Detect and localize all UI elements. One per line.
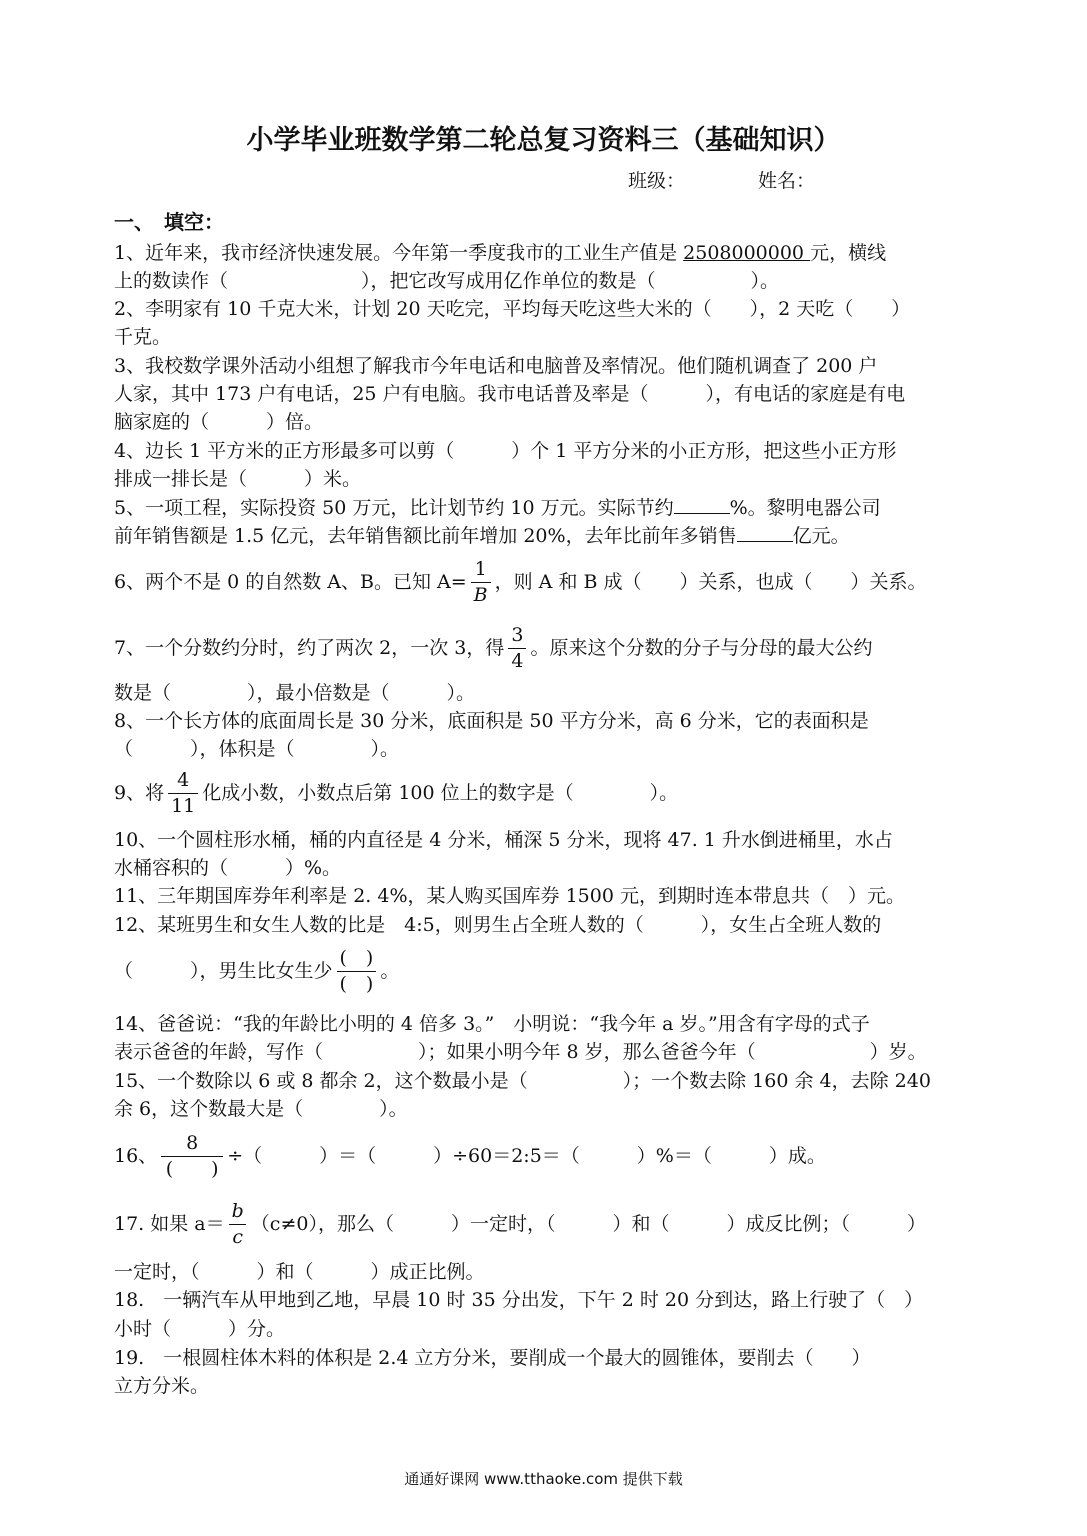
q16-text-b: ÷（ ）＝（ ）÷60＝2:5＝（ ）%＝（ ）成。 bbox=[227, 1145, 826, 1167]
q16-fraction bbox=[161, 1131, 223, 1180]
q7-text-a: 7、一个分数约分时，约了两次 2，一次 3，得 bbox=[114, 637, 505, 659]
question-2-line-2: 千克。 bbox=[114, 326, 172, 348]
q7-numerator: 3 bbox=[511, 623, 524, 646]
q9-text-b: 化成小数，小数点后第 100 位上的数字是（ ）。 bbox=[202, 782, 679, 804]
question-14-line-1: 14、爸爸说：“我的年龄比小明的 4 倍多 3。” 小明说：“我今年 a 岁。”用含有字母的式子 bbox=[114, 1013, 870, 1035]
question-12-line-2 bbox=[114, 942, 399, 1000]
q12-numerator: ( ) bbox=[339, 946, 374, 969]
section-heading: 一、 填空： bbox=[114, 210, 224, 234]
question-16 bbox=[114, 1126, 826, 1186]
q17-text-a: 17. 如果 a＝ bbox=[114, 1213, 225, 1235]
q9-text-a: 9、将 bbox=[114, 782, 165, 804]
q17-denominator: c bbox=[229, 1224, 246, 1247]
question-4-line-1: 4、边长 1 平方米的正方形最多可以剪（ ）个 1 平方分米的小正方形，把这些小正方形 bbox=[114, 440, 897, 462]
question-10-line-1: 10、一个圆柱形水桶，桶的内直径是 4 分米，桶深 5 分米，现将 47. 1 升水倒进桶里，水占 bbox=[114, 829, 893, 851]
q16-numerator: 8 bbox=[186, 1131, 199, 1154]
question-19-line-2: 立方分米。 bbox=[114, 1375, 210, 1397]
q17-numerator: b bbox=[231, 1199, 244, 1222]
q6-text-b: ，则 A 和 B 成（ ）关系，也成（ ）关系。 bbox=[494, 571, 927, 593]
question-1-line-2: 上的数读作（ ），把它改写成用亿作单位的数是（ ）。 bbox=[114, 270, 780, 292]
q5-answer-blank-1 bbox=[674, 495, 730, 514]
question-12-line-1: 12、某班男生和女生人数的比是 4:5，则男生占全班人数的（ ），女生占全班人数的 bbox=[114, 914, 882, 936]
q16-text-a: 16、 bbox=[114, 1145, 158, 1167]
q12-text-a: （ ），男生比女生少 bbox=[114, 960, 333, 982]
q1-underlined-number: 2508000000 bbox=[683, 242, 811, 264]
q5-text-c: 前年销售额是 1.5 亿元，去年销售额比前年增加 20%，去年比前年多销售 bbox=[114, 525, 737, 547]
q5-text-b: %。黎明电器公司 bbox=[729, 497, 881, 519]
q7-fraction bbox=[508, 623, 526, 672]
q9-denominator: 11 bbox=[168, 793, 198, 816]
q7-text-b: 。原来这个分数的分子与分母的最大公约 bbox=[530, 637, 873, 659]
q6-numerator: 1 bbox=[474, 557, 487, 580]
q5-text-a: 5、一项工程，实际投资 50 万元，比计划节约 10 万元。实际节约 bbox=[114, 497, 674, 519]
question-11: 11、三年期国库券年利率是 2. 4%，某人购买国库券 1500 元，到期时连本带息共（ ）元。 bbox=[114, 885, 905, 907]
q16-denominator: ( ) bbox=[161, 1156, 223, 1179]
question-9 bbox=[114, 767, 678, 819]
question-15-line-2: 余 6，这个数最大是（ ）。 bbox=[114, 1098, 408, 1120]
question-14-line-2: 表示爸爸的年龄，写作（ ）；如果小明今年 8 岁，那么爸爸今年（ ）岁。 bbox=[114, 1041, 927, 1063]
q12-text-b: 。 bbox=[380, 960, 400, 982]
q12-fraction bbox=[337, 946, 377, 995]
question-7-line-1 bbox=[114, 620, 872, 676]
q1-text-b: 元，横线 bbox=[810, 242, 887, 264]
question-19-line-1: 19. 一根圆柱体木料的体积是 2.4 立方分米，要削成一个最大的圆锥体，要削去（ ） bbox=[114, 1347, 871, 1369]
q6-text-a: 6、两个不是 0 的自然数 A、B。已知 A= bbox=[114, 571, 467, 593]
question-15-line-1: 15、一个数除以 6 或 8 都余 2，这个数最小是（ ）；一个数去除 160 余 4，去除 240 bbox=[114, 1070, 931, 1092]
footer-source: 通通好课网 www.tthaoke.com 提供下载 bbox=[404, 1470, 683, 1488]
q1-text-a: 1、近年来，我市经济快速发展。今年第一季度我市的工业生产值是 bbox=[114, 242, 684, 264]
page-title: 小学毕业班数学第二轮总复习资料三（基础知识） bbox=[246, 125, 841, 156]
question-5-line-1 bbox=[114, 494, 881, 522]
question-5-line-2 bbox=[114, 522, 850, 550]
q7-denominator: 4 bbox=[508, 648, 526, 671]
question-4-line-2: 排成一排长是（ ）米。 bbox=[114, 468, 362, 490]
question-10-line-2: 水桶容积的（ ）%。 bbox=[114, 857, 342, 879]
question-8-line-1: 8、一个长方体的底面周长是 30 分米，底面积是 50 平方分米，高 6 分米，它的表面积是 bbox=[114, 710, 869, 732]
name-label: 姓名： bbox=[758, 170, 816, 192]
question-17-line-1 bbox=[114, 1195, 926, 1253]
question-3-line-2: 人家，其中 173 户有电话，25 户有电脑。我市电话普及率是（ ），有电话的家庭是有电 bbox=[114, 383, 906, 405]
question-2-line-1: 2、李明家有 10 千克大米，计划 20 天吃完，平均每天吃这些大米的（ ），2 天吃（ ） bbox=[114, 298, 911, 320]
q5-text-d: 亿元。 bbox=[792, 525, 850, 547]
question-8-line-2: （ ），体积是（ ）。 bbox=[114, 738, 400, 760]
question-1-line-1 bbox=[114, 239, 886, 267]
question-18-line-2: 小时（ ）分。 bbox=[114, 1318, 286, 1340]
q17-text-b: （c≠0），那么（ ）一定时，（ ）和（ ）成反比例；（ ） bbox=[250, 1213, 926, 1235]
q17-fraction bbox=[229, 1199, 247, 1248]
q12-denominator: ( ) bbox=[337, 971, 377, 994]
q9-fraction bbox=[168, 768, 198, 817]
question-7-line-2: 数是（ ），最小倍数是（ ）。 bbox=[114, 682, 476, 704]
question-3-line-3: 脑家庭的（ ）倍。 bbox=[114, 411, 324, 433]
question-6 bbox=[114, 554, 926, 610]
question-3-line-1: 3、我校数学课外活动小组想了解我市今年电话和电脑普及率情况。他们随机调查了 200 户 bbox=[114, 355, 878, 377]
q6-fraction bbox=[471, 557, 491, 606]
question-18-line-1: 18. 一辆汽车从甲地到乙地，早晨 10 时 35 分出发，下午 2 时 20 分到达，路上行驶了（ ） bbox=[114, 1289, 924, 1311]
q6-denominator: B bbox=[471, 582, 491, 605]
question-17-line-2: 一定时，（ ）和（ ）成正比例。 bbox=[114, 1261, 485, 1283]
q5-answer-blank-2 bbox=[737, 523, 793, 542]
q9-numerator: 4 bbox=[177, 768, 190, 791]
class-label: 班级： bbox=[628, 170, 686, 192]
